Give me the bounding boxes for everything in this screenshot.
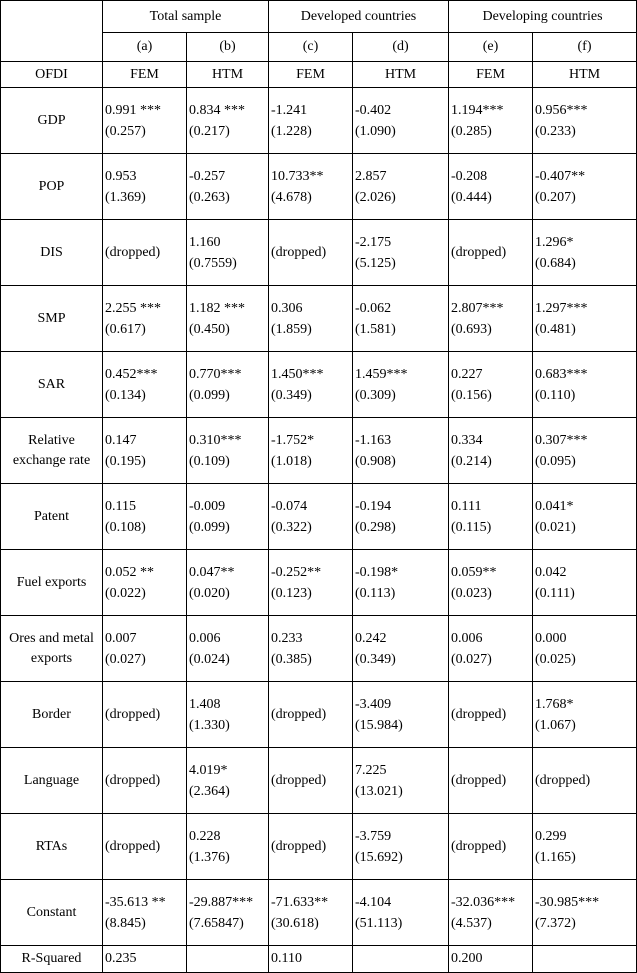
coefficient: 0.334: [451, 432, 483, 448]
coefficient: -0.198*: [355, 564, 399, 580]
coef-cell: [353, 418, 449, 484]
std-error: (1.376): [189, 849, 230, 865]
std-error: (0.257): [105, 123, 146, 139]
std-error: (15.984): [355, 717, 403, 733]
coef-cell: [103, 880, 187, 946]
coefficient: (dropped): [451, 773, 507, 788]
coef-cell: [353, 88, 449, 154]
std-error: (13.021): [355, 783, 403, 799]
method-c: FEM: [269, 62, 353, 88]
coef-cell: [103, 220, 187, 286]
coefficient: 0.991 ***: [105, 102, 161, 118]
table-row: [1, 682, 637, 748]
coef-cell: [269, 352, 353, 418]
coef-cell: [533, 484, 637, 550]
coef-cell: [187, 880, 269, 946]
std-error: (0.349): [355, 651, 396, 667]
coef-cell: [269, 484, 353, 550]
coefficient: -4.104: [355, 894, 392, 910]
table-row: [1, 748, 637, 814]
row-label: R-Squared: [1, 946, 103, 973]
std-error: (8.845): [105, 915, 146, 931]
coef-cell: [269, 880, 353, 946]
std-error: (0.022): [105, 585, 146, 601]
row-label: Fuel exports: [1, 550, 103, 616]
table-row: [1, 418, 637, 484]
std-error: (0.024): [189, 651, 230, 667]
coefficient: 0.233: [271, 630, 303, 646]
coefficient: 0.007: [105, 630, 137, 646]
std-error: (0.7559): [189, 255, 237, 271]
coef-cell: [449, 550, 533, 616]
row-label: DIS: [1, 220, 103, 286]
method-b: HTM: [187, 62, 269, 88]
coefficient: 1.459***: [355, 366, 408, 382]
coefficient: -0.009: [189, 498, 226, 514]
coef-cell: [353, 550, 449, 616]
coef-cell: [449, 484, 533, 550]
rsquared-row: [1, 946, 637, 973]
coef-cell: [533, 616, 637, 682]
col-label-b: (b): [187, 33, 269, 62]
coefficient: (dropped): [451, 707, 507, 722]
col-label-e: (e): [449, 33, 533, 62]
coef-cell: [533, 880, 637, 946]
std-error: (0.027): [451, 651, 492, 667]
rsquared-cell: [187, 946, 269, 973]
table-row: [1, 550, 637, 616]
std-error: (0.285): [451, 123, 492, 139]
coef-cell: [103, 88, 187, 154]
row-label: RTAs: [1, 814, 103, 880]
coef-cell: [269, 418, 353, 484]
std-error: (2.026): [355, 189, 396, 205]
std-error: (1.859): [271, 321, 312, 337]
coefficient: 0.115: [105, 498, 136, 514]
coef-cell: [103, 682, 187, 748]
method-d: HTM: [353, 62, 449, 88]
coef-cell: [187, 418, 269, 484]
coefficient: -3.409: [355, 696, 392, 712]
std-error: (0.214): [451, 453, 492, 469]
method-a: FEM: [103, 62, 187, 88]
coefficient: 2.857: [355, 168, 387, 184]
coefficient: (dropped): [105, 773, 161, 788]
coef-cell: [269, 88, 353, 154]
coefficient: 10.733**: [271, 168, 324, 184]
std-error: (30.618): [271, 915, 319, 931]
std-error: (0.108): [105, 519, 146, 535]
std-error: (1.369): [105, 189, 146, 205]
coefficient: 7.225: [355, 762, 387, 778]
coef-cell: [353, 220, 449, 286]
std-error: (51.113): [355, 915, 403, 931]
std-error: (0.109): [189, 453, 230, 469]
coefficient: (dropped): [271, 245, 327, 260]
table-row: [1, 814, 637, 880]
coef-cell: [533, 418, 637, 484]
coefficient: 0.042: [535, 564, 567, 580]
std-error: (0.123): [271, 585, 312, 601]
coef-cell: [269, 616, 353, 682]
coefficient: 0.147: [105, 432, 137, 448]
table-row: [1, 616, 637, 682]
std-error: (0.693): [451, 321, 492, 337]
coefficient: -35.613 **: [105, 894, 166, 910]
col-label-f: (f): [533, 33, 637, 62]
coef-cell: [533, 220, 637, 286]
coefficient: 2.255 ***: [105, 300, 161, 316]
coef-cell: [533, 352, 637, 418]
std-error: (0.110): [535, 387, 576, 403]
coefficient: -0.257: [189, 168, 226, 184]
rsquared-cell: 0.200: [449, 946, 533, 973]
table-row: [1, 880, 637, 946]
coef-cell: [449, 154, 533, 220]
coefficient: (dropped): [271, 839, 327, 854]
coef-cell: [187, 616, 269, 682]
std-error: (0.207): [535, 189, 576, 205]
coef-cell: [533, 88, 637, 154]
coef-cell: [187, 352, 269, 418]
coef-cell: [269, 814, 353, 880]
row-label: Ores and metal exports: [1, 616, 103, 682]
coefficient: 1.450***: [271, 366, 324, 382]
coefficient: 0.299: [535, 828, 567, 844]
coef-cell: [269, 154, 353, 220]
row-label: Constant: [1, 880, 103, 946]
coefficient: 0.059**: [451, 564, 497, 580]
coefficient: -0.074: [271, 498, 308, 514]
std-error: (0.263): [189, 189, 230, 205]
coefficient: -29.887***: [189, 894, 254, 910]
rsquared-cell: 0.235: [103, 946, 187, 973]
corner-cell: [1, 1, 103, 62]
coef-cell: [269, 220, 353, 286]
std-error: (0.027): [105, 651, 146, 667]
coef-cell: [449, 880, 533, 946]
coef-cell: [103, 418, 187, 484]
header-method-row: [1, 62, 637, 88]
coef-cell: [449, 352, 533, 418]
std-error: (2.364): [189, 783, 230, 799]
coef-cell: [353, 484, 449, 550]
coef-cell: [533, 286, 637, 352]
coef-cell: [103, 616, 187, 682]
coef-cell: [353, 616, 449, 682]
std-error: (0.020): [189, 585, 230, 601]
col-label-d: (d): [353, 33, 449, 62]
coefficient: -0.208: [451, 168, 488, 184]
std-error: (0.099): [189, 387, 230, 403]
coefficient: 1.297***: [535, 300, 588, 316]
coef-cell: [353, 352, 449, 418]
table-row: [1, 154, 637, 220]
row-label: Language: [1, 748, 103, 814]
std-error: (0.298): [355, 519, 396, 535]
row-label: Border: [1, 682, 103, 748]
coefficient: 0.683***: [535, 366, 588, 382]
coef-cell: [187, 550, 269, 616]
coefficient: 1.194***: [451, 102, 504, 118]
std-error: (0.195): [105, 453, 146, 469]
coefficient: (dropped): [105, 707, 161, 722]
coefficient: -30.985***: [535, 894, 600, 910]
std-error: (4.537): [451, 915, 492, 931]
dep-var-label: OFDI: [1, 62, 103, 88]
coefficient: 0.306: [271, 300, 303, 316]
coefficient: 0.834 ***: [189, 102, 245, 118]
coef-cell: [449, 814, 533, 880]
row-label: SAR: [1, 352, 103, 418]
coef-cell: [269, 682, 353, 748]
coef-cell: [187, 286, 269, 352]
coef-cell: [103, 286, 187, 352]
coef-cell: [449, 616, 533, 682]
method-e: FEM: [449, 62, 533, 88]
coefficient: 0.228: [189, 828, 221, 844]
coef-cell: [103, 748, 187, 814]
coef-cell: [187, 220, 269, 286]
coefficient: 0.770***: [189, 366, 242, 382]
coefficient: 0.452***: [105, 366, 158, 382]
coef-cell: [187, 814, 269, 880]
row-label: SMP: [1, 286, 103, 352]
std-error: (1.228): [271, 123, 312, 139]
coef-cell: [103, 484, 187, 550]
std-error: (0.385): [271, 651, 312, 667]
table-row: [1, 88, 637, 154]
group-developing: Developing countries: [449, 1, 637, 33]
std-error: (0.113): [355, 585, 396, 601]
coef-cell: [449, 88, 533, 154]
std-error: (0.023): [451, 585, 492, 601]
std-error: (1.330): [189, 717, 230, 733]
coefficient: 0.006: [451, 630, 483, 646]
coef-cell: [533, 550, 637, 616]
std-error: (0.450): [189, 321, 230, 337]
std-error: (0.322): [271, 519, 312, 535]
group-total-sample: Total sample: [103, 1, 269, 33]
coefficient: (dropped): [271, 707, 327, 722]
coefficient: 1.182 ***: [189, 300, 245, 316]
std-error: (4.678): [271, 189, 312, 205]
coef-cell: [353, 682, 449, 748]
coef-cell: [103, 352, 187, 418]
coef-cell: [269, 286, 353, 352]
table-row: [1, 220, 637, 286]
std-error: (0.134): [105, 387, 146, 403]
coef-cell: [449, 748, 533, 814]
coef-cell: [187, 154, 269, 220]
rsquared-cell: [533, 946, 637, 973]
coefficient: -3.759: [355, 828, 392, 844]
coef-cell: [103, 550, 187, 616]
rsquared-cell: 0.110: [269, 946, 353, 973]
coefficient: (dropped): [451, 839, 507, 854]
coefficient: -2.175: [355, 234, 392, 250]
coefficient: -0.062: [355, 300, 392, 316]
coefficient: (dropped): [271, 773, 327, 788]
coefficient: (dropped): [105, 839, 161, 854]
table-row: [1, 352, 637, 418]
std-error: (0.025): [535, 651, 576, 667]
coef-cell: [533, 748, 637, 814]
col-label-a: (a): [103, 33, 187, 62]
coefficient: -0.194: [355, 498, 392, 514]
std-error: (1.581): [355, 321, 396, 337]
coef-cell: [449, 682, 533, 748]
std-error: (0.481): [535, 321, 576, 337]
coefficient: 1.296*: [535, 234, 574, 250]
std-error: (0.111): [535, 585, 575, 601]
std-error: (7.372): [535, 915, 576, 931]
coef-cell: [103, 814, 187, 880]
coefficient: 0.041*: [535, 498, 574, 514]
std-error: (0.233): [535, 123, 576, 139]
table-row: [1, 286, 637, 352]
coefficient: 0.047**: [189, 564, 235, 580]
coef-cell: [187, 484, 269, 550]
std-error: (0.908): [355, 453, 396, 469]
coefficient: 0.956***: [535, 102, 588, 118]
coefficient: 0.953: [105, 168, 137, 184]
coefficient: 0.006: [189, 630, 221, 646]
coef-cell: [353, 154, 449, 220]
coef-cell: [187, 748, 269, 814]
group-developed: Developed countries: [269, 1, 449, 33]
row-label: Relative exchange rate: [1, 418, 103, 484]
coefficient: (dropped): [105, 245, 161, 260]
std-error: (7.65847): [189, 915, 244, 931]
std-error: (1.067): [535, 717, 576, 733]
coef-cell: [353, 748, 449, 814]
std-error: (0.617): [105, 321, 146, 337]
coefficient: -1.241: [271, 102, 308, 118]
coefficient: 0.000: [535, 630, 567, 646]
coefficient: 0.111: [451, 498, 482, 514]
coefficient: -0.252**: [271, 564, 322, 580]
coefficient: 1.408: [189, 696, 221, 712]
coef-cell: [449, 220, 533, 286]
coefficient: 0.307***: [535, 432, 588, 448]
row-label: Patent: [1, 484, 103, 550]
coefficient: 0.242: [355, 630, 387, 646]
coef-cell: [533, 154, 637, 220]
coefficient: (dropped): [451, 245, 507, 260]
table-row: [1, 484, 637, 550]
std-error: (0.349): [271, 387, 312, 403]
method-f: HTM: [533, 62, 637, 88]
coefficient: -71.633**: [271, 894, 329, 910]
coef-cell: [187, 88, 269, 154]
coefficient: 0.227: [451, 366, 483, 382]
col-label-c: (c): [269, 33, 353, 62]
coefficient: 4.019*: [189, 762, 228, 778]
coefficient: 2.807***: [451, 300, 504, 316]
coefficient: -0.402: [355, 102, 392, 118]
std-error: (0.684): [535, 255, 576, 271]
std-error: (0.309): [355, 387, 396, 403]
coefficient: -1.752*: [271, 432, 315, 448]
std-error: (0.115): [451, 519, 492, 535]
coef-cell: [449, 286, 533, 352]
coefficient: 1.768*: [535, 696, 574, 712]
coefficient: -1.163: [355, 432, 392, 448]
std-error: (5.125): [355, 255, 396, 271]
header-group-row: [1, 1, 637, 33]
std-error: (0.099): [189, 519, 230, 535]
coefficient: 0.310***: [189, 432, 242, 448]
coef-cell: [533, 814, 637, 880]
coef-cell: [449, 418, 533, 484]
std-error: (1.165): [535, 849, 576, 865]
coef-cell: [269, 550, 353, 616]
std-error: (0.444): [451, 189, 492, 205]
std-error: (0.217): [189, 123, 230, 139]
coef-cell: [353, 814, 449, 880]
coef-cell: [269, 748, 353, 814]
coef-cell: [353, 286, 449, 352]
std-error: (0.156): [451, 387, 492, 403]
coefficient: -0.407**: [535, 168, 586, 184]
coefficient: 0.052 **: [105, 564, 154, 580]
coefficient: -32.036***: [451, 894, 516, 910]
std-error: (1.090): [355, 123, 396, 139]
std-error: (1.018): [271, 453, 312, 469]
std-error: (0.095): [535, 453, 576, 469]
coefficient: (dropped): [535, 773, 591, 788]
coef-cell: [187, 682, 269, 748]
rsquared-cell: [353, 946, 449, 973]
row-label: POP: [1, 154, 103, 220]
std-error: (15.692): [355, 849, 403, 865]
coefficient: 1.160: [189, 234, 221, 250]
coef-cell: [533, 682, 637, 748]
std-error: (0.021): [535, 519, 576, 535]
coef-cell: [353, 880, 449, 946]
coef-cell: [103, 154, 187, 220]
row-label: GDP: [1, 88, 103, 154]
